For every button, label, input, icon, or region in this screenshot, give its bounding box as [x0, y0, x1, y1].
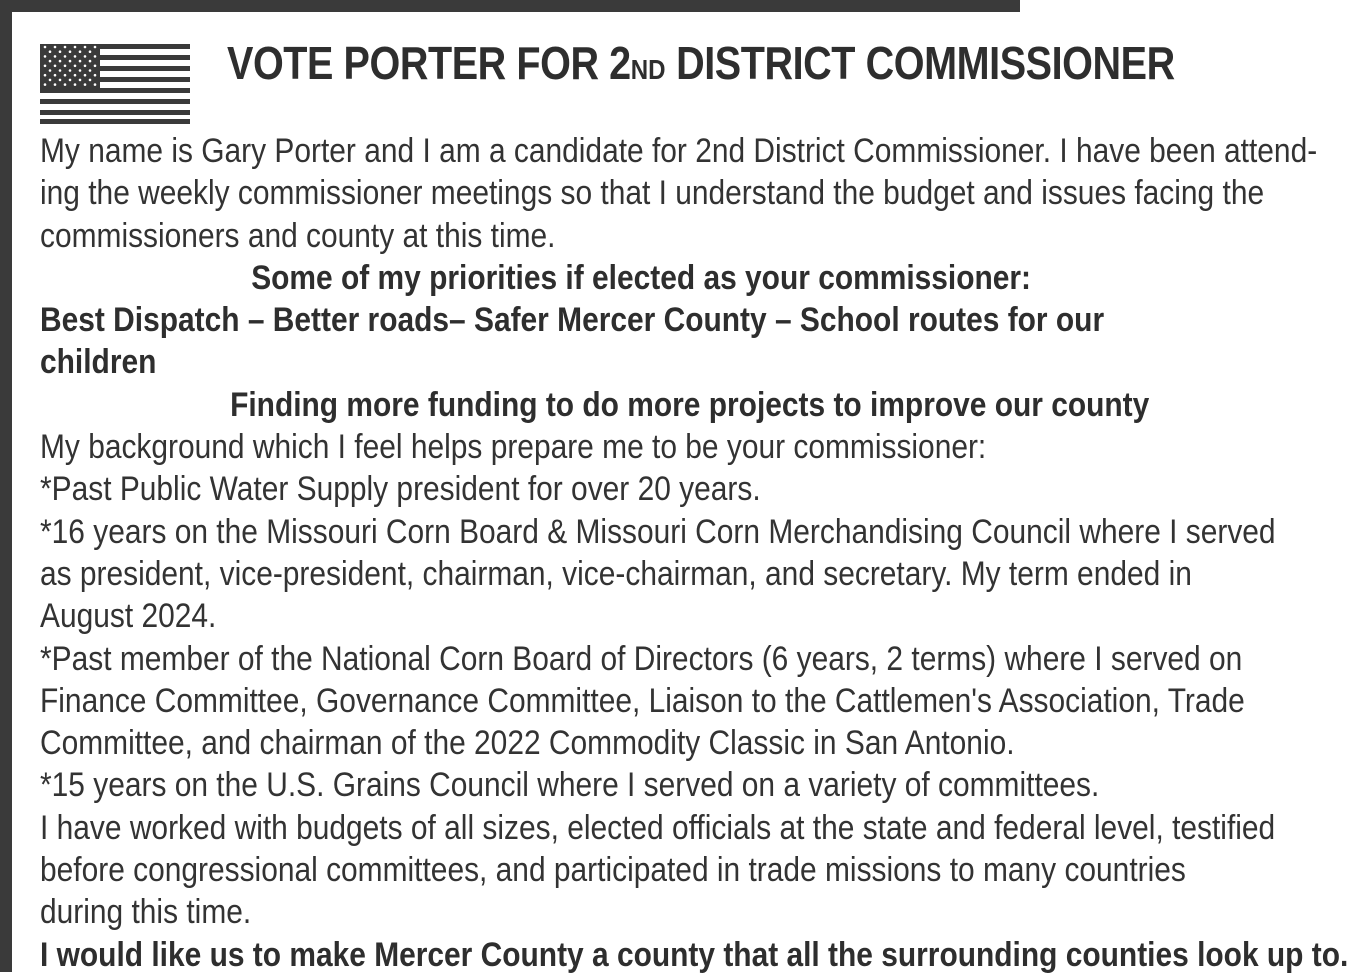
flag-star	[84, 55, 87, 58]
flag-star	[89, 79, 92, 82]
flag-star	[59, 50, 62, 53]
flag-star	[49, 60, 52, 63]
flag-star	[54, 83, 57, 86]
flag-star	[49, 79, 52, 82]
flag-star	[54, 46, 57, 49]
background-line: I have worked with budgets of all sizes, elected officials at the state and federal level, testified	[40, 808, 1276, 847]
flag-star	[54, 65, 57, 68]
background-line: *15 years on the U.S. Grains Council where I served on a variety of committees.	[40, 766, 1100, 805]
flag-star	[69, 60, 72, 63]
flag-star	[84, 65, 87, 68]
flag-star	[74, 74, 77, 77]
priorities-list-continued: children	[40, 343, 157, 382]
headline-suffix: DISTRICT COMMISSIONER	[665, 37, 1175, 89]
flag-star	[74, 55, 77, 58]
background-line: during this time.	[40, 893, 252, 932]
flag-star	[74, 83, 77, 86]
flag-star	[64, 83, 67, 86]
flag-star	[94, 46, 97, 49]
flag-star	[89, 50, 92, 53]
headline-prefix: VOTE PORTER FOR 2	[227, 37, 631, 89]
flag-star	[44, 46, 47, 49]
intro-line: ing the weekly commissioner meetings so that I understand the budget and issues facing the	[40, 174, 1265, 213]
american-flag-icon	[40, 44, 190, 124]
background-line: *Past Public Water Supply president for over 20 years.	[40, 470, 761, 509]
background-line: Committee, and chairman of the 2022 Commodity Classic in San Antonio.	[40, 724, 1015, 763]
flag-star	[79, 50, 82, 53]
flag-star	[44, 74, 47, 77]
flag-star	[94, 83, 97, 86]
flag-star	[79, 69, 82, 72]
priorities-heading: Some of my priorities if elected as your commissioner:	[251, 258, 1032, 297]
flag-star	[44, 83, 47, 86]
flag-star	[79, 79, 82, 82]
background-line: *Past member of the National Corn Board of Directors (6 years, 2 terms) where I served on	[40, 639, 1243, 678]
flag-star	[64, 46, 67, 49]
flag-star	[64, 65, 67, 68]
flag-star	[69, 69, 72, 72]
closing-statement: I would like us to make Mercer County a county that all the surrounding counties look up to.	[40, 935, 1348, 974]
flag-star	[49, 69, 52, 72]
flag-star	[54, 55, 57, 58]
flag-star	[69, 50, 72, 53]
flag-star	[44, 65, 47, 68]
flag-star	[64, 55, 67, 58]
flag-star	[59, 60, 62, 63]
flag-star	[54, 74, 57, 77]
background-line: August 2024.	[40, 597, 217, 636]
ad-sheet	[12, 12, 1348, 974]
intro-line: My name is Gary Porter and I am a candidate for 2nd District Commissioner. I have been attend-	[40, 132, 1318, 170]
flag-star	[89, 69, 92, 72]
flag-star	[94, 55, 97, 58]
background-line: before congressional committees, and participated in trade missions to many countries	[40, 851, 1186, 890]
flag-star	[79, 60, 82, 63]
flag-star	[59, 69, 62, 72]
background-intro: My background which I feel helps prepare me to be your commissioner:	[40, 428, 987, 467]
headline-ordinal-suffix: ND	[630, 54, 666, 85]
flag-star	[64, 74, 67, 77]
flag-star	[74, 65, 77, 68]
background-line: *16 years on the Missouri Corn Board & Missouri Corn Merchandising Council where I served	[40, 512, 1276, 551]
flag-star	[84, 74, 87, 77]
flag-star	[94, 74, 97, 77]
intro-line: commissioners and county at this time.	[40, 216, 556, 255]
background-line: Finance Committee, Governance Committee, Liaison to the Cattlemen's Association, Trade	[40, 681, 1245, 720]
flag-star	[89, 60, 92, 63]
flag-star	[84, 83, 87, 86]
background-line: as president, vice-president, chairman, vice-chairman, and secretary. My term ended in	[40, 554, 1192, 593]
flag-star	[84, 46, 87, 49]
funding-priority: Finding more funding to do more projects to improve our county	[230, 385, 1150, 424]
flag-star	[44, 55, 47, 58]
flag-star	[59, 79, 62, 82]
flag-star	[69, 79, 72, 82]
priorities-list: Best Dispatch – Better roads– Safer Mercer County – School routes for our	[40, 301, 1105, 340]
flag-star	[49, 50, 52, 53]
headline	[227, 36, 1175, 90]
flag-star	[74, 46, 77, 49]
ad-body	[40, 130, 1348, 976]
flag-star	[94, 65, 97, 68]
